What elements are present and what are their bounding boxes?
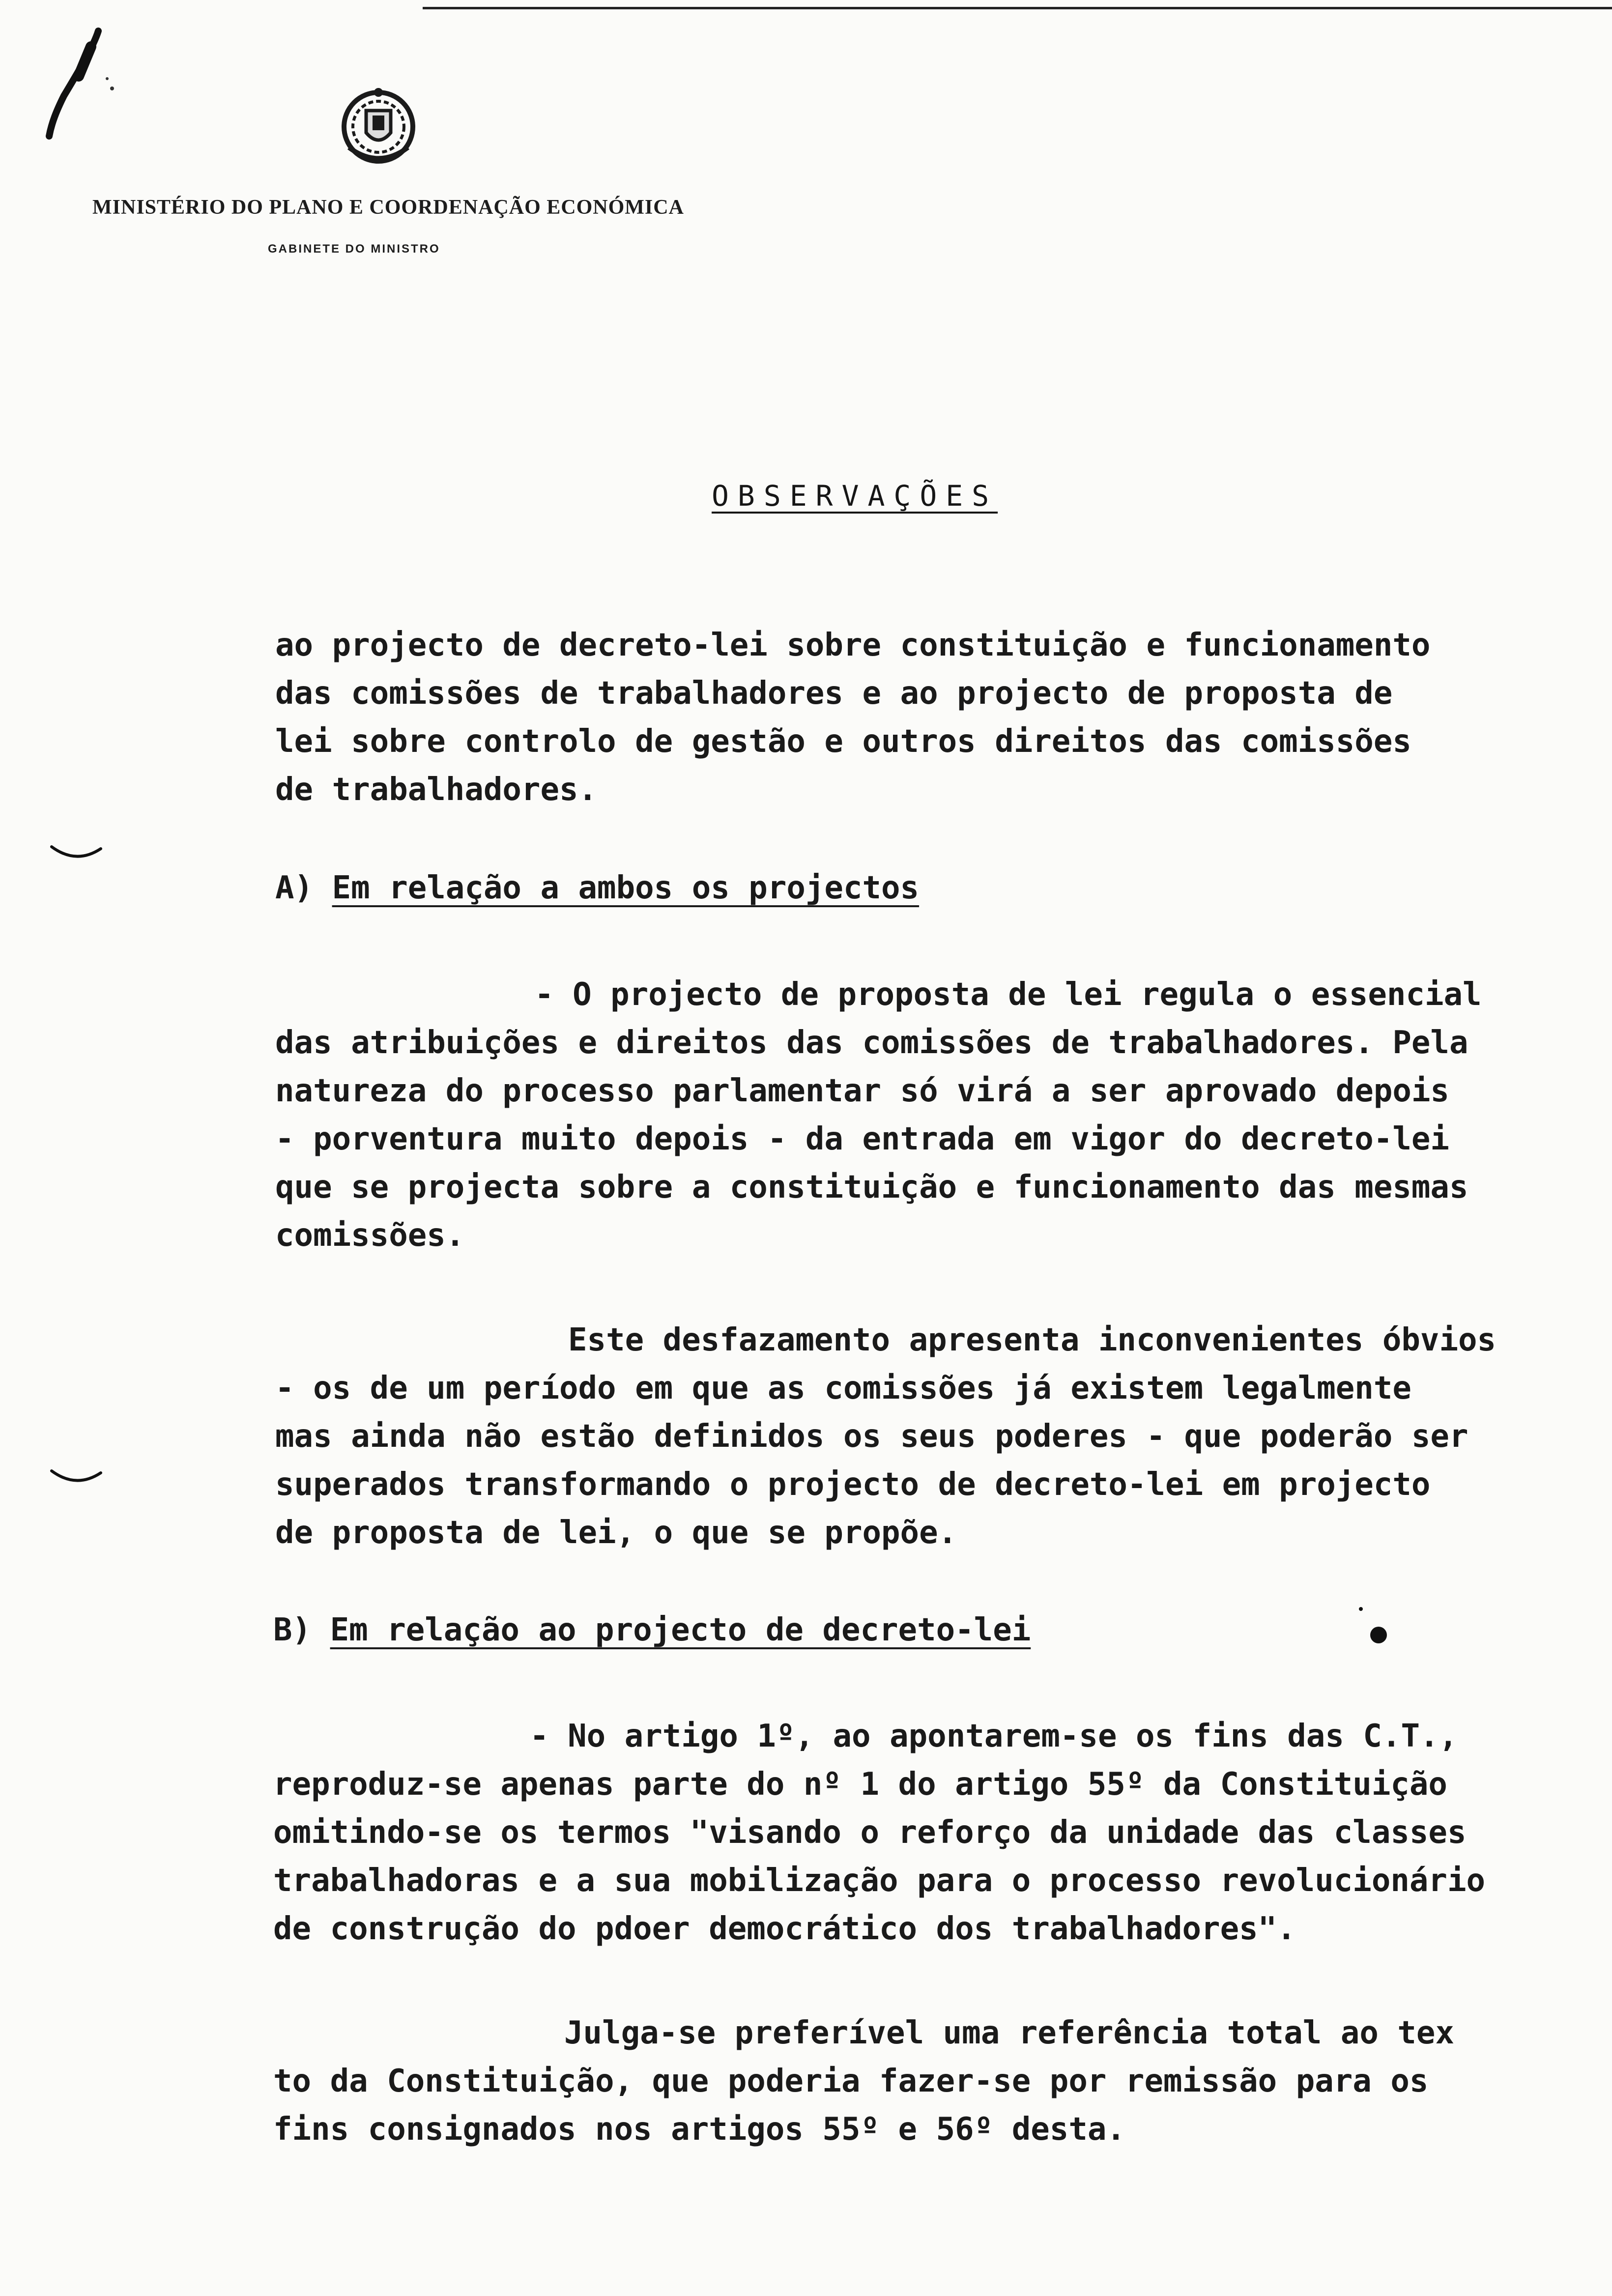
paragraph-line: Este desfazamento apresenta inconvenientes óbvios	[568, 1322, 1497, 1358]
ministry-name: MINISTÉRIO DO PLANO E COORDENAÇÃO ECONÓMICA	[92, 196, 684, 219]
section-b-title: Em relação ao projecto de decreto-lei	[330, 1612, 1031, 1648]
paragraph-line: que se projecta sobre a constituição e funcionamento das mesmas	[275, 1169, 1468, 1205]
intro-line: das comissões de trabalhadores e ao projecto de proposta de	[275, 675, 1393, 712]
ink-dot	[1370, 1627, 1387, 1643]
paragraph-line: de construção do pdoer democrático dos trabalhadores".	[273, 1911, 1296, 1947]
cabinet-name: GABINETE DO MINISTRO	[268, 242, 440, 256]
paragraph-line: reproduz-se apenas parte do nº 1 do artigo 55º da Constituição	[273, 1766, 1447, 1803]
paragraph-line: mas ainda não estão definidos os seus poderes - que poderão ser	[275, 1418, 1468, 1455]
paragraph-line: - os de um período em que as comissões já existem legalmente	[275, 1370, 1411, 1406]
section-a-title: Em relação a ambos os projectos	[332, 870, 920, 906]
paragraph-line: - porventura muito depois - da entrada em vigor do decreto-lei	[275, 1121, 1449, 1157]
section-a-paragraph-2	[275, 1316, 1496, 1557]
section-a-heading	[275, 870, 919, 906]
paragraph-line: to da Constituição, que poderia fazer-se por remissão para os	[273, 2063, 1429, 2099]
section-a-paragraph-1	[275, 971, 1482, 1260]
section-b-heading	[273, 1612, 1031, 1648]
paragraph-line: - O projecto de proposta de lei regula o essencial	[535, 976, 1482, 1013]
ink-speck	[1359, 1607, 1363, 1611]
paragraph-line: superados transformando o projecto de decreto-lei em projecto	[275, 1466, 1431, 1503]
intro-line: de trabalhadores.	[275, 772, 598, 808]
paragraph-line: Julga-se preferível uma referência total ao tex	[564, 2015, 1454, 2051]
page-title: OBSERVAÇÕES	[712, 479, 998, 513]
paragraph-line: fins consignados nos artigos 55º e 56º desta.	[273, 2111, 1125, 2148]
paragraph-line: natureza do processo parlamentar só virá a ser aprovado depois	[275, 1073, 1449, 1109]
margin-tick-icon	[49, 843, 103, 862]
paragraph-line: das atribuições e direitos das comissões de trabalhadores. Pela	[275, 1025, 1468, 1061]
paragraph-line: comissões.	[275, 1217, 465, 1254]
top-rule	[423, 7, 1612, 9]
intro-line: ao projecto de decreto-lei sobre constituição e funcionamento	[275, 627, 1431, 663]
paragraph-line: trabalhadoras e a sua mobilização para o processo revolucionário	[273, 1863, 1485, 1899]
paragraph-line: de proposta de lei, o que se propõe.	[275, 1515, 957, 1551]
pen-stroke-icon	[44, 27, 118, 140]
paragraph-line: - No artigo 1º, ao apontarem-se os fins das C.T.,	[530, 1718, 1458, 1754]
section-b-paragraph-2	[273, 2009, 1454, 2153]
paragraph-line: omitindo-se os termos "visando o reforço da unidade das classes	[273, 1814, 1467, 1851]
coat-of-arms-icon	[334, 84, 423, 167]
section-b-paragraph-1	[273, 1712, 1485, 1953]
intro-paragraph	[275, 621, 1430, 814]
section-b-marker: B)	[273, 1612, 312, 1648]
section-a-marker: A)	[275, 870, 314, 906]
margin-tick-icon	[49, 1467, 103, 1487]
intro-line: lei sobre controlo de gestão e outros direitos das comissões	[275, 723, 1411, 760]
